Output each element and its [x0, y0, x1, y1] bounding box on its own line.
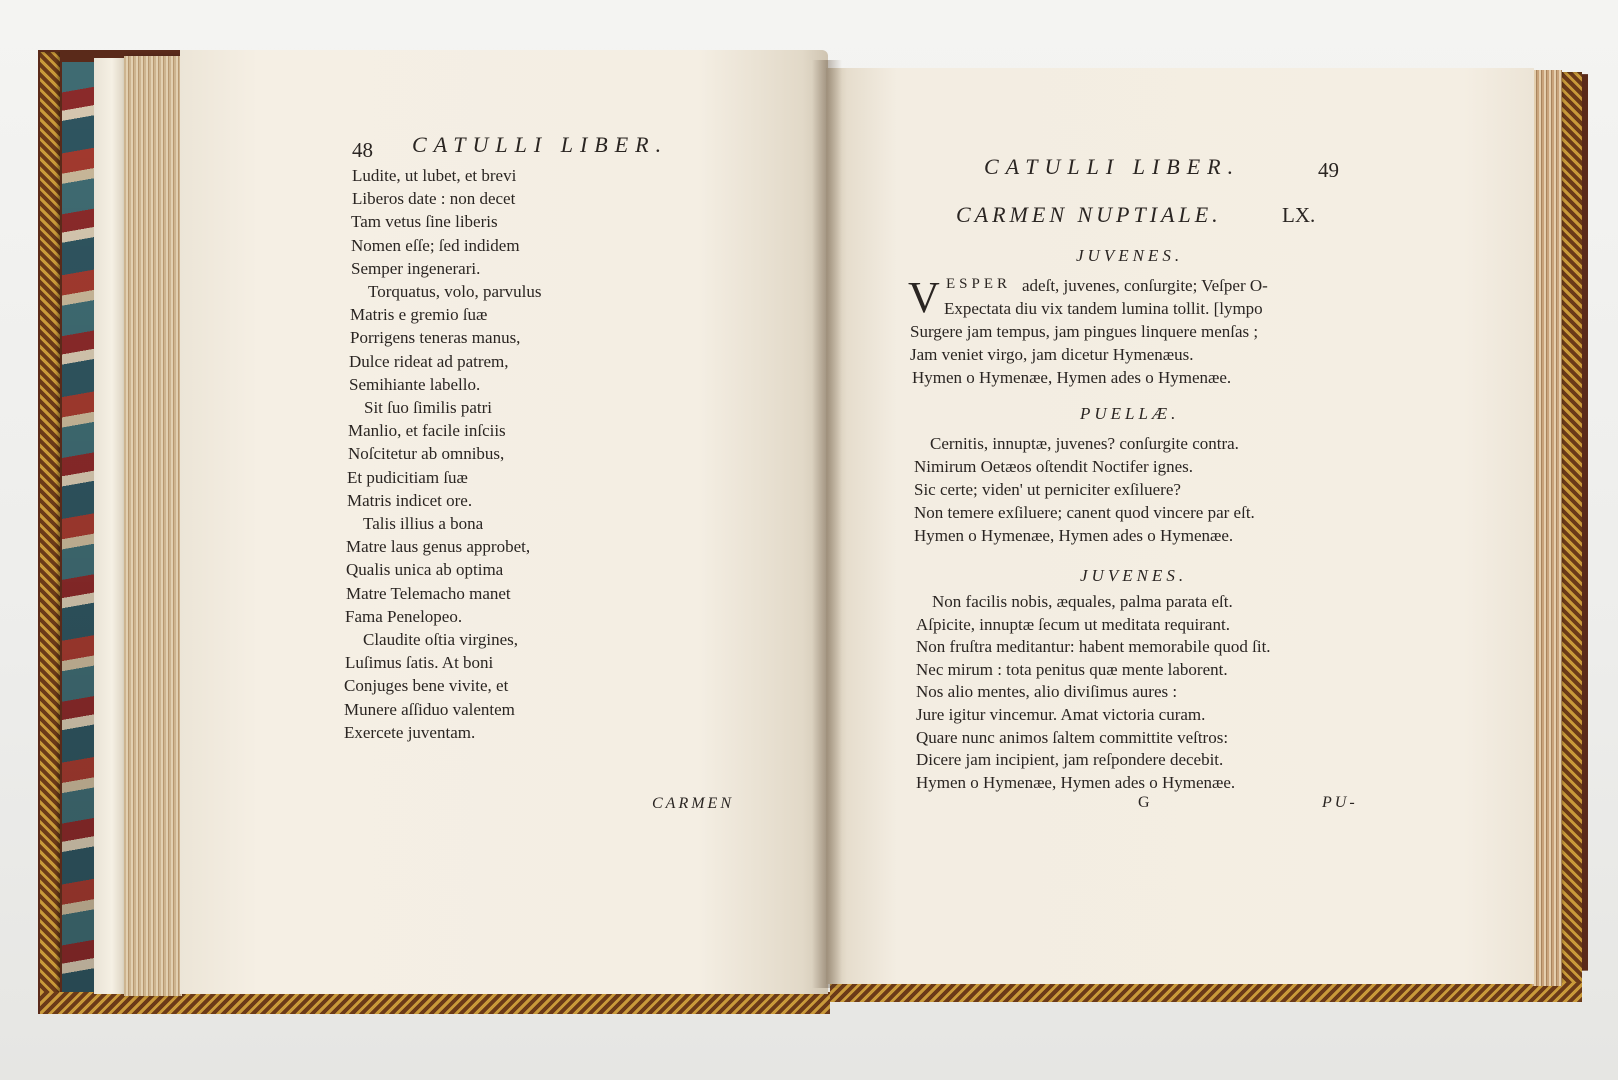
text-line: Sit ſuo ſimilis patri [364, 398, 492, 417]
first-word: ESPER [946, 276, 1012, 292]
text-line: Jure igitur vincemur. Amat victoria curam. [916, 705, 1206, 724]
text-line: Torquatus, volo, parvulus [368, 282, 542, 301]
text-line: Ludite, ut lubet, et brevi [352, 166, 517, 185]
text-line: Hymen o Hymenæe, Hymen ades o Hymenæe. [914, 526, 1234, 545]
right-page [826, 68, 1534, 984]
right-folio: 49 [1318, 158, 1339, 182]
text-line: Et pudicitiam ſuæ [347, 467, 468, 487]
left-folio: 48 [352, 138, 373, 162]
text-line: Matre laus genus approbet, [346, 537, 531, 557]
text-line: Semihiante labello. [349, 374, 481, 394]
text-line: Exercete juventam. [344, 722, 476, 742]
text-line: Cernitis, innuptæ, juvenes? conſurgite contra. [930, 434, 1239, 453]
text-line: Dulce rideat ad patrem, [349, 351, 509, 371]
text-line: Dicere jam incipient, jam reſpondere decebit. [916, 750, 1224, 770]
text-line: Jam veniet virgo, jam dicetur Hymenæus. [910, 345, 1194, 364]
text-line: Matris indicet ore. [347, 490, 473, 510]
speaker-juvenes-1: JUVENES. [1076, 246, 1184, 265]
poem-title: CARMEN NUPTIALE. [956, 202, 1222, 227]
text-line: Sic certe; viden' ut perniciter exſiluere? [914, 480, 1181, 499]
speaker-juvenes-2: JUVENES. [1080, 566, 1188, 585]
text-line: Nos alio mentes, alio diviſimus aures : [916, 682, 1178, 702]
text-line: Conjuges bene vivite, et [344, 676, 509, 696]
page-edges-left [124, 56, 182, 996]
right-running-head: CATULLI LIBER. [984, 154, 1241, 179]
text-line: Liberos date : non decet [352, 189, 516, 209]
left-page [180, 50, 828, 994]
left-catchword: CARMEN [652, 795, 734, 812]
text-line: Munere aſſiduo valentem [344, 699, 515, 719]
gilt-border-bottom-right [830, 982, 1582, 1002]
text-line: Surgere jam tempus, jam pingues linquere menſas ; [910, 322, 1259, 341]
text-line: Aſpicite, innuptæ ſecum ut meditata requirant. [916, 614, 1230, 634]
text-line: adeſt, juvenes, conſurgite; Veſper O- [1022, 276, 1268, 295]
marbled-endpaper [62, 62, 94, 992]
text-line: Non facilis nobis, æquales, palma parata eſt. [932, 592, 1233, 611]
gilt-border-left [40, 52, 60, 1012]
text-line: Non fruſtra meditantur: habent memorabile quod ſit. [916, 637, 1271, 657]
text-line: Expectata diu vix tandem lumina tollit. [lympo [944, 299, 1263, 318]
text-line: Qualis unica ab optima [346, 560, 504, 580]
text-line: Hymen o Hymenæe, Hymen ades o Hymenæe. [916, 772, 1236, 792]
poem-number: LX. [1282, 203, 1316, 227]
text-line: Hymen o Hymenæe, Hymen ades o Hymenæe. [912, 368, 1232, 387]
gilt-border-right [1560, 72, 1582, 1000]
signature-mark: G [1138, 794, 1150, 811]
text-line: Talis illius a bona [363, 514, 484, 533]
drop-cap: V [908, 273, 940, 322]
text-line: Tam vetus ſine liberis [351, 212, 498, 232]
right-catchword: PU- [1322, 794, 1358, 811]
page-edges-right [1532, 70, 1562, 986]
speaker-puellae: PUELLÆ. [1080, 404, 1180, 423]
text-line: Semper ingenerari. [351, 258, 481, 278]
text-line: Luſimus ſatis. At boni [345, 653, 494, 673]
text-line: Claudite oſtia virgines, [363, 630, 519, 649]
text-line: Non temere exſiluere; canent quod vincere par eſt. [914, 503, 1255, 522]
left-running-head: CATULLI LIBER. [412, 132, 669, 157]
endpaper-left [94, 58, 124, 994]
text-line: Nec mirum : tota penitus quæ mente laborent. [916, 659, 1228, 679]
text-line: Nomen eſſe; ſed indidem [351, 235, 520, 255]
gutter-shadow [812, 60, 842, 988]
text-line: Nimirum Oetæos oſtendit Noctifer ignes. [914, 457, 1194, 476]
text-line: Matris e gremio ſuæ [350, 305, 488, 325]
text-line: Porrigens teneras manus, [350, 328, 521, 348]
text-line: Noſcitetur ab omnibus, [348, 444, 505, 464]
text-line: Matre Telemacho manet [346, 583, 511, 603]
text-line: Manlio, et facile inſciis [348, 421, 506, 441]
text-line: Fama Penelopeo. [345, 606, 463, 626]
text-line: Quare nunc animos ſaltem committite veſtros: [916, 727, 1229, 747]
